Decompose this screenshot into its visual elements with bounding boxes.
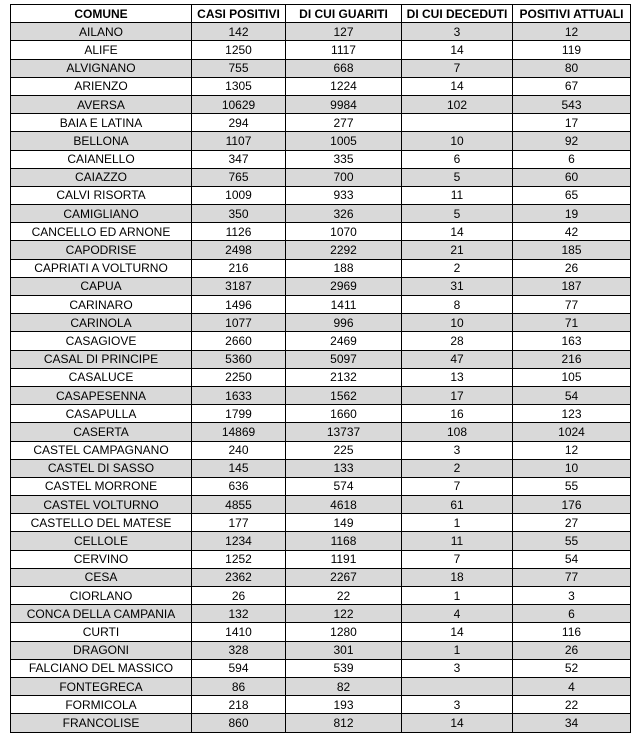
guariti-cell: 933 <box>286 186 402 204</box>
casi-positivi-cell: 328 <box>192 641 286 659</box>
guariti-cell: 700 <box>286 168 402 186</box>
guariti-cell: 22 <box>286 587 402 605</box>
table-body <box>11 23 631 732</box>
deceduti-cell: 11 <box>402 532 513 550</box>
deceduti-cell: 14 <box>402 714 513 732</box>
header-di-cui-deceduti: DI CUI DECEDUTI <box>402 5 513 23</box>
casi-positivi-cell: 350 <box>192 205 286 223</box>
positivi-attuali-cell: 54 <box>513 550 631 568</box>
guariti-cell: 149 <box>286 514 402 532</box>
table-row <box>11 550 631 568</box>
comune-cell: CASAL DI PRINCIPE <box>11 350 192 368</box>
guariti-cell: 1660 <box>286 405 402 423</box>
table-row <box>11 496 631 514</box>
comune-cell: CASTEL CAMPAGNANO <box>11 441 192 459</box>
casi-positivi-cell: 2250 <box>192 368 286 386</box>
comune-cell: CARINARO <box>11 296 192 314</box>
guariti-cell: 193 <box>286 696 402 714</box>
comune-cell: CASAPULLA <box>11 405 192 423</box>
deceduti-cell: 17 <box>402 386 513 404</box>
guariti-cell: 127 <box>286 23 402 41</box>
positivi-attuali-cell: 26 <box>513 259 631 277</box>
casi-positivi-cell: 1234 <box>192 532 286 550</box>
comune-cell: ARIENZO <box>11 77 192 95</box>
deceduti-cell: 10 <box>402 132 513 150</box>
deceduti-cell: 14 <box>402 77 513 95</box>
table-row <box>11 114 631 132</box>
casi-positivi-cell: 2362 <box>192 568 286 586</box>
positivi-attuali-cell: 27 <box>513 514 631 532</box>
positivi-attuali-cell: 543 <box>513 95 631 113</box>
guariti-cell: 2969 <box>286 277 402 295</box>
casi-positivi-cell: 142 <box>192 23 286 41</box>
table-row <box>11 368 631 386</box>
table-row <box>11 59 631 77</box>
guariti-cell: 335 <box>286 150 402 168</box>
positivi-attuali-cell: 80 <box>513 59 631 77</box>
table-row <box>11 477 631 495</box>
deceduti-cell: 61 <box>402 496 513 514</box>
comune-cell: CARINOLA <box>11 314 192 332</box>
comune-cell: CONCA DELLA CAMPANIA <box>11 605 192 623</box>
positivi-attuali-cell: 71 <box>513 314 631 332</box>
casi-positivi-cell: 1496 <box>192 296 286 314</box>
casi-positivi-cell: 1107 <box>192 132 286 150</box>
deceduti-cell: 3 <box>402 659 513 677</box>
deceduti-cell: 5 <box>402 205 513 223</box>
comune-cell: FONTEGRECA <box>11 677 192 695</box>
casi-positivi-cell: 177 <box>192 514 286 532</box>
deceduti-cell: 1 <box>402 514 513 532</box>
table-row <box>11 641 631 659</box>
header-positivi-attuali: POSITIVI ATTUALI <box>513 5 631 23</box>
table-row <box>11 259 631 277</box>
table-row <box>11 659 631 677</box>
table-row <box>11 623 631 641</box>
guariti-cell: 9984 <box>286 95 402 113</box>
casi-positivi-cell: 2660 <box>192 332 286 350</box>
guariti-cell: 301 <box>286 641 402 659</box>
casi-positivi-cell: 145 <box>192 459 286 477</box>
guariti-cell: 277 <box>286 114 402 132</box>
casi-positivi-cell: 1077 <box>192 314 286 332</box>
casi-positivi-cell: 4855 <box>192 496 286 514</box>
deceduti-cell: 8 <box>402 296 513 314</box>
table-row <box>11 41 631 59</box>
guariti-cell: 1191 <box>286 550 402 568</box>
comune-cell: AVERSA <box>11 95 192 113</box>
table-row <box>11 696 631 714</box>
casi-positivi-cell: 294 <box>192 114 286 132</box>
table-row <box>11 241 631 259</box>
guariti-cell: 996 <box>286 314 402 332</box>
table-row <box>11 459 631 477</box>
guariti-cell: 668 <box>286 59 402 77</box>
comune-cell: CURTI <box>11 623 192 641</box>
casi-positivi-cell: 216 <box>192 259 286 277</box>
table-row <box>11 605 631 623</box>
deceduti-cell: 108 <box>402 423 513 441</box>
guariti-cell: 122 <box>286 605 402 623</box>
comune-cell: CAPRIATI A VOLTURNO <box>11 259 192 277</box>
guariti-cell: 13737 <box>286 423 402 441</box>
guariti-cell: 574 <box>286 477 402 495</box>
casi-positivi-cell: 1410 <box>192 623 286 641</box>
guariti-cell: 1562 <box>286 386 402 404</box>
table-row <box>11 132 631 150</box>
comune-cell: CASERTA <box>11 423 192 441</box>
guariti-cell: 2132 <box>286 368 402 386</box>
positivi-attuali-cell: 77 <box>513 568 631 586</box>
deceduti-cell: 13 <box>402 368 513 386</box>
comune-cell: CASAPESENNA <box>11 386 192 404</box>
guariti-cell: 82 <box>286 677 402 695</box>
deceduti-cell: 16 <box>402 405 513 423</box>
positivi-attuali-cell: 4 <box>513 677 631 695</box>
table-row <box>11 423 631 441</box>
casi-positivi-cell: 1305 <box>192 77 286 95</box>
guariti-cell: 539 <box>286 659 402 677</box>
comune-cell: CERVINO <box>11 550 192 568</box>
comune-cell: CALVI RISORTA <box>11 186 192 204</box>
casi-positivi-cell: 26 <box>192 587 286 605</box>
deceduti-cell: 7 <box>402 477 513 495</box>
casi-positivi-cell: 636 <box>192 477 286 495</box>
deceduti-cell: 11 <box>402 186 513 204</box>
guariti-cell: 2267 <box>286 568 402 586</box>
casi-positivi-cell: 3187 <box>192 277 286 295</box>
table-row <box>11 441 631 459</box>
comune-cell: BAIA E LATINA <box>11 114 192 132</box>
casi-positivi-cell: 10629 <box>192 95 286 113</box>
positivi-attuali-cell: 54 <box>513 386 631 404</box>
comune-cell: CANCELLO ED ARNONE <box>11 223 192 241</box>
deceduti-cell: 4 <box>402 605 513 623</box>
table-row <box>11 277 631 295</box>
positivi-attuali-cell: 26 <box>513 641 631 659</box>
deceduti-cell: 31 <box>402 277 513 295</box>
deceduti-cell: 21 <box>402 241 513 259</box>
positivi-attuali-cell: 10 <box>513 459 631 477</box>
header-casi-positivi: CASI POSITIVI <box>192 5 286 23</box>
comune-cell: ALVIGNANO <box>11 59 192 77</box>
table-row <box>11 23 631 41</box>
deceduti-cell: 6 <box>402 150 513 168</box>
positivi-attuali-cell: 6 <box>513 605 631 623</box>
comune-cell: CAIAZZO <box>11 168 192 186</box>
comune-cell: DRAGONI <box>11 641 192 659</box>
table-row <box>11 186 631 204</box>
positivi-attuali-cell: 163 <box>513 332 631 350</box>
table-row <box>11 223 631 241</box>
casi-positivi-cell: 86 <box>192 677 286 695</box>
table-row <box>11 714 631 732</box>
positivi-attuali-cell: 12 <box>513 23 631 41</box>
table-row <box>11 677 631 695</box>
table-row <box>11 95 631 113</box>
positivi-attuali-cell: 60 <box>513 168 631 186</box>
comune-cell: CASTEL DI SASSO <box>11 459 192 477</box>
deceduti-cell: 2 <box>402 259 513 277</box>
deceduti-cell: 2 <box>402 459 513 477</box>
table-row <box>11 386 631 404</box>
comune-cell: CAPUA <box>11 277 192 295</box>
casi-positivi-cell: 2498 <box>192 241 286 259</box>
comune-cell: CASAGIOVE <box>11 332 192 350</box>
positivi-attuali-cell: 1024 <box>513 423 631 441</box>
positivi-attuali-cell: 52 <box>513 659 631 677</box>
deceduti-cell: 47 <box>402 350 513 368</box>
table-row <box>11 587 631 605</box>
positivi-attuali-cell: 105 <box>513 368 631 386</box>
positivi-attuali-cell: 176 <box>513 496 631 514</box>
positivi-attuali-cell: 19 <box>513 205 631 223</box>
positivi-attuali-cell: 42 <box>513 223 631 241</box>
table-row <box>11 168 631 186</box>
deceduti-cell: 5 <box>402 168 513 186</box>
comune-cell: FRANCOLISE <box>11 714 192 732</box>
comune-cell: CESA <box>11 568 192 586</box>
table-row <box>11 77 631 95</box>
casi-positivi-cell: 218 <box>192 696 286 714</box>
positivi-attuali-cell: 65 <box>513 186 631 204</box>
guariti-cell: 1117 <box>286 41 402 59</box>
positivi-attuali-cell: 55 <box>513 477 631 495</box>
positivi-attuali-cell: 3 <box>513 587 631 605</box>
deceduti-cell: 3 <box>402 696 513 714</box>
guariti-cell: 2292 <box>286 241 402 259</box>
table-row <box>11 332 631 350</box>
comune-cell: CASTEL VOLTURNO <box>11 496 192 514</box>
casi-positivi-cell: 594 <box>192 659 286 677</box>
guariti-cell: 1168 <box>286 532 402 550</box>
comune-cell: CIORLANO <box>11 587 192 605</box>
deceduti-cell <box>402 114 513 132</box>
guariti-cell: 1070 <box>286 223 402 241</box>
positivi-attuali-cell: 12 <box>513 441 631 459</box>
deceduti-cell: 102 <box>402 95 513 113</box>
casi-positivi-cell: 5360 <box>192 350 286 368</box>
guariti-cell: 1224 <box>286 77 402 95</box>
casi-positivi-cell: 347 <box>192 150 286 168</box>
deceduti-cell: 3 <box>402 441 513 459</box>
comune-cell: CAIANELLO <box>11 150 192 168</box>
positivi-attuali-cell: 187 <box>513 277 631 295</box>
casi-positivi-cell: 1252 <box>192 550 286 568</box>
guariti-cell: 812 <box>286 714 402 732</box>
deceduti-cell: 14 <box>402 223 513 241</box>
deceduti-cell: 10 <box>402 314 513 332</box>
guariti-cell: 133 <box>286 459 402 477</box>
deceduti-cell: 3 <box>402 23 513 41</box>
header-di-cui-guariti: DI CUI GUARITI <box>286 5 402 23</box>
deceduti-cell: 18 <box>402 568 513 586</box>
header-comune: COMUNE <box>11 5 192 23</box>
deceduti-cell: 7 <box>402 550 513 568</box>
comune-cell: FORMICOLA <box>11 696 192 714</box>
deceduti-cell <box>402 677 513 695</box>
table-row <box>11 532 631 550</box>
positivi-attuali-cell: 185 <box>513 241 631 259</box>
table-row <box>11 350 631 368</box>
table-row <box>11 296 631 314</box>
deceduti-cell: 28 <box>402 332 513 350</box>
table-row <box>11 205 631 223</box>
guariti-cell: 2469 <box>286 332 402 350</box>
positivi-attuali-cell: 67 <box>513 77 631 95</box>
comune-cell: CELLOLE <box>11 532 192 550</box>
casi-positivi-cell: 1009 <box>192 186 286 204</box>
guariti-cell: 326 <box>286 205 402 223</box>
comune-cell: CAMIGLIANO <box>11 205 192 223</box>
guariti-cell: 4618 <box>286 496 402 514</box>
guariti-cell: 5097 <box>286 350 402 368</box>
casi-positivi-cell: 1126 <box>192 223 286 241</box>
casi-positivi-cell: 1799 <box>192 405 286 423</box>
comune-cell: CAPODRISE <box>11 241 192 259</box>
guariti-cell: 1005 <box>286 132 402 150</box>
table-row <box>11 514 631 532</box>
deceduti-cell: 1 <box>402 641 513 659</box>
casi-positivi-cell: 132 <box>192 605 286 623</box>
guariti-cell: 1280 <box>286 623 402 641</box>
positivi-attuali-cell: 216 <box>513 350 631 368</box>
guariti-cell: 1411 <box>286 296 402 314</box>
comune-cell: FALCIANO DEL MASSICO <box>11 659 192 677</box>
deceduti-cell: 7 <box>402 59 513 77</box>
deceduti-cell: 14 <box>402 623 513 641</box>
table-row <box>11 314 631 332</box>
deceduti-cell: 14 <box>402 41 513 59</box>
positivi-attuali-cell: 123 <box>513 405 631 423</box>
covid-cases-table <box>10 4 631 733</box>
casi-positivi-cell: 755 <box>192 59 286 77</box>
comune-cell: CASTEL MORRONE <box>11 477 192 495</box>
guariti-cell: 225 <box>286 441 402 459</box>
positivi-attuali-cell: 77 <box>513 296 631 314</box>
table-row <box>11 150 631 168</box>
positivi-attuali-cell: 34 <box>513 714 631 732</box>
casi-positivi-cell: 860 <box>192 714 286 732</box>
covid-cases-sheet <box>10 4 630 733</box>
deceduti-cell: 1 <box>402 587 513 605</box>
casi-positivi-cell: 1633 <box>192 386 286 404</box>
positivi-attuali-cell: 17 <box>513 114 631 132</box>
comune-cell: AILANO <box>11 23 192 41</box>
comune-cell: CASTELLO DEL MATESE <box>11 514 192 532</box>
comune-cell: ALIFE <box>11 41 192 59</box>
casi-positivi-cell: 240 <box>192 441 286 459</box>
comune-cell: BELLONA <box>11 132 192 150</box>
positivi-attuali-cell: 116 <box>513 623 631 641</box>
positivi-attuali-cell: 6 <box>513 150 631 168</box>
casi-positivi-cell: 765 <box>192 168 286 186</box>
table-header-row <box>11 5 631 23</box>
positivi-attuali-cell: 119 <box>513 41 631 59</box>
positivi-attuali-cell: 22 <box>513 696 631 714</box>
positivi-attuali-cell: 55 <box>513 532 631 550</box>
casi-positivi-cell: 1250 <box>192 41 286 59</box>
positivi-attuali-cell: 92 <box>513 132 631 150</box>
table-row <box>11 405 631 423</box>
comune-cell: CASALUCE <box>11 368 192 386</box>
table-row <box>11 568 631 586</box>
guariti-cell: 188 <box>286 259 402 277</box>
casi-positivi-cell: 14869 <box>192 423 286 441</box>
